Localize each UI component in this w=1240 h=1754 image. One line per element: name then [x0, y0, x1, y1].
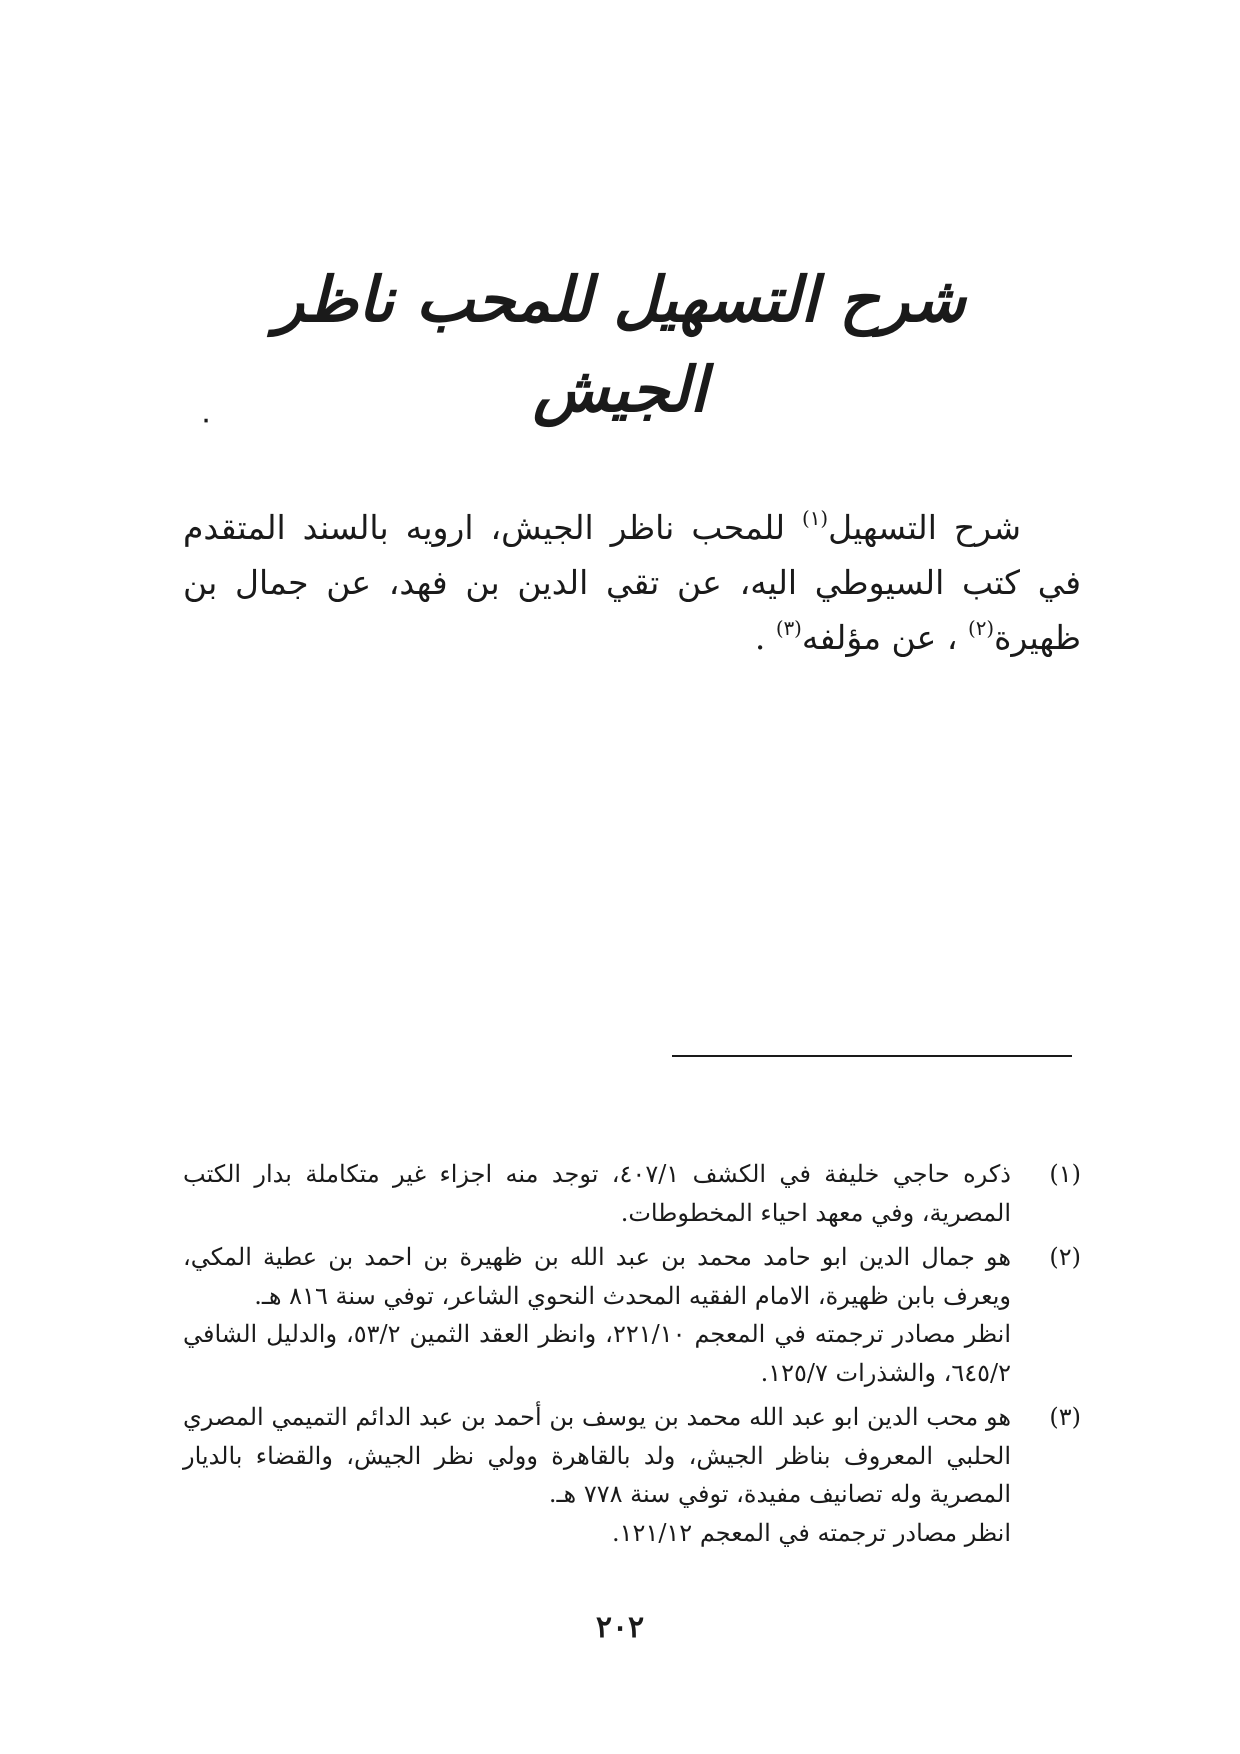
footnote-3 — [183, 1398, 1081, 1552]
footnote-line: انظر مصادر ترجمته في المعجم ١٢١/١٢. — [612, 1518, 1011, 1547]
footnote-text — [183, 1398, 1011, 1552]
footnote-divider — [672, 1055, 1072, 1057]
footnote-text — [183, 1155, 1011, 1232]
body-segment-3: ، عن مؤلفه — [801, 618, 968, 657]
footnotes-section — [183, 1155, 1081, 1558]
footnote-line: ذكره حاجي خليفة في الكشف ٤٠٧/١، توجد منه اجزاء غير متكاملة بدار الكتب المصرية، وفي معهد احياء المخطوطات. — [183, 1160, 1011, 1227]
footnote-ref-1[interactable]: (١) — [802, 507, 829, 531]
page-number: ٢٠٢ — [595, 1610, 645, 1645]
body-segment-4: . — [754, 618, 776, 657]
body-segment-2: للمحب ناظر الجيش، ارويه بالسند المتقدم في كتب السيوطي اليه، عن تقي الدين بن فهد، عن جمال بن ظهيرة — [183, 508, 1081, 657]
footnote-ref-3[interactable]: (٣) — [775, 617, 802, 641]
footnote-2 — [183, 1238, 1081, 1392]
ornament-mark: ٠ — [198, 402, 215, 437]
footnote-line: هو محب الدين ابو عبد الله محمد بن يوسف بن أحمد بن عبد الدائم التميمي المصري الحلبي المعروف بناظر الجيش، ولد بالقاهرة وولي نظر الجيش، والقضاء بالديار المصرية وله تصانيف مفيدة، توفي سنة ٧٧٨ هـ. — [183, 1403, 1012, 1508]
footnote-line: هو جمال الدين ابو حامد محمد بن عبد الله بن ظهيرة بن احمد بن عطية المكي، ويعرف بابن ظهيرة، الامام الفقيه المحدث النحوي الشاعر، توفي سنة ٨١٦ هـ. — [183, 1243, 1011, 1310]
footnote-line: انظر مصادر ترجمته في المعجم ٢٢١/١٠، وانظر العقد الثمين ٥٣/٢، والدليل الشافي ٦٤٥/٢، والشذرات ١٢٥/٧. — [183, 1320, 1011, 1387]
body-paragraph — [183, 500, 1081, 665]
footnote-ref-2[interactable]: (٢) — [968, 617, 995, 641]
footnote-text — [183, 1238, 1011, 1392]
footnote-number: (٢) — [1049, 1243, 1081, 1271]
footnote-number: (٣) — [1049, 1403, 1081, 1431]
page-title: شرح التسهيل للمحب ناظر الجيش — [274, 263, 966, 426]
body-segment-1: شرح التسهيل — [828, 508, 1021, 547]
footnote-number: (١) — [1049, 1160, 1081, 1188]
footnote-1 — [183, 1155, 1081, 1232]
